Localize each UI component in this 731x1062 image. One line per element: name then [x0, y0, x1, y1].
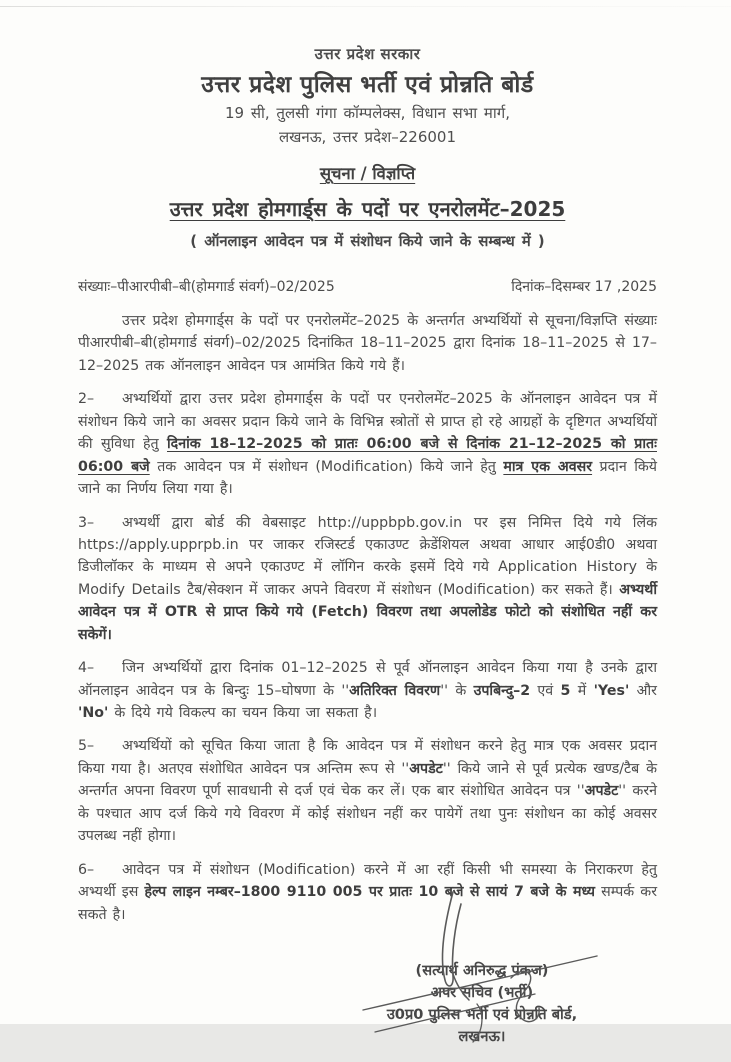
paragraph-text: '' किये जाने से पूर्व प्रत्येक खण्ड/टैब के अन्तर्गत अपना विवरण पूर्ण सावधानी से दर्ज एवं चेक कर लें। एक बार संशोधित आवेदन पत्र '' [78, 760, 657, 800]
paragraph-text: एवं [530, 682, 561, 699]
paragraph-text: उपबिन्दु–2 [473, 682, 531, 699]
signatory-designation: अपर सचिव (भर्ती) [430, 983, 534, 1001]
paragraph-text: और [629, 682, 657, 699]
notice-type-label: सूचना / विज्ञप्ति [319, 164, 416, 183]
paragraph-text: अभ्यर्थी द्वारा बोर्ड की वेबसाइट http://uppbpb.gov.in पर इस निमित्त दिये गये लिंक https://apply.upprpb.in पर जाकर रजिस्टर्ड एकाउण्ट क्रेडेंशियल अथवा आधार आई0डी0 अथवा डिजीलॉकर के माध्यम से अपने एकाउण्ट में लॉगिन करके इसमें दिये गये Application History के Modify Details टैब/सेक्शन में जाकर अपने विवरण में संशोधन (Modification) कर सकते हैं। [78, 514, 657, 598]
notice-body [78, 310, 657, 926]
notice-title-text: उत्तर प्रदेश होमगार्ड्स के पदों पर एनरोलमेंट–2025 [169, 197, 566, 221]
paragraph-text: तक आवेदन पत्र में संशोधन (Modification) किये जाने हेतु [149, 458, 504, 475]
paragraph-text: मात्र एक अवसर [503, 458, 593, 475]
paragraph-text: अभ्यर्थियों द्वारा उत्तर प्रदेश होमगार्ड्स के पदों पर एनरोलमेंट–2025 के ऑनलाइन आवेदन पत्र में संशोधन किये जाने का अवसर प्रदान किये जाने के विभिन्न स्त्रोतों से प्राप्त हो रहे आग्रहों के दृष्टिगत अभ्यर्थियों की सुविधा हेतु [78, 391, 657, 453]
paragraph-text: में [570, 682, 594, 699]
paragraph-text: दिनांक 18–12–2025 को प्रातः 06:00 बजे से दिनांक 21–12–2025 को प्रातः 06:00 बजे [78, 436, 657, 475]
paragraph-text: अपडेट [584, 783, 619, 800]
signatory-place: लखनऊ। [458, 1027, 506, 1045]
notice-title [78, 195, 657, 222]
notice-type-heading [78, 161, 657, 184]
paragraph-text: 'Yes' [593, 682, 630, 699]
letterhead [78, 44, 657, 147]
notice-paragraph [78, 657, 657, 724]
paragraph-text: अतिरिक्त विवरण [349, 682, 441, 699]
notice-paragraph [78, 859, 657, 926]
paragraph-text: आवेदन पत्र में संशोधन (Modification) करने में आ रहीं किसी भी समस्या के निराकरण हेतु अभ्यर्थी इस [78, 861, 657, 901]
government-name: उत्तर प्रदेश सरकार [314, 45, 421, 63]
paragraph-text: उत्तर प्रदेश होमगार्ड्स के पदों पर एनरोलमेंट–2025 के अन्तर्गत अभ्यर्थियों से सूचना/विज्ञप्ति संख्याः पीआरपीबी–बी(होमगार्ड संवर्ग)–02/2025 दिनांकित 18–11–2025 द्वारा दिनांक 18–11–2025 से 17–12–2025 तक ऑनलाइन आवेदन पत्र आमंत्रित किये गये हैं। [78, 313, 657, 374]
paragraph-text: अपडेट [409, 760, 443, 777]
paragraph-text: 5 [560, 682, 571, 699]
paragraph-text: अभ्यर्थी आवेदन पत्र में OTR से प्राप्त किये गये (Fetch) विवरण तथा अपलोडेड फोटो को संशोधित नहीं कर सकेगें। [78, 581, 657, 643]
paragraph-number: 3– [78, 514, 95, 531]
address-line-2: लखनऊ, उत्तर प्रदेश–226001 [278, 128, 457, 146]
paragraph-number: 5– [78, 738, 95, 755]
signatory-organization: उ0प्र0 पुलिस भर्ती एवं प्रोन्नति बोर्ड, [386, 1005, 578, 1023]
paragraph-text: अभ्यर्थियों को सूचित किया जाता है कि आवेदन पत्र में संशोधन करने हेतु मात्र एक अवसर प्रदान किया गया है। अतएव संशोधित आवेदन पत्र अन्तिम रूप से '' [78, 738, 657, 777]
notice-paragraph [78, 310, 657, 377]
paragraph-text: जिन अभ्यर्थियों द्वारा दिनांक 01–12–2025 से पूर्व ऑनलाइन आवेदन किया गया है उनके द्वारा ऑनलाइन आवेदन पत्र के बिन्दुः 15–घोषणा के '' [78, 660, 657, 699]
paragraph-number: 4– [78, 660, 95, 677]
notice-date: दिनांक–दिसम्बर 17 ,2025 [511, 279, 657, 295]
reference-number: संख्याः–पीआरपीबी–बी(होमगार्ड संवर्ग)–02/2025 [78, 279, 335, 295]
paragraph-number: 6– [78, 861, 95, 878]
paragraph-text: 'No' [78, 705, 109, 721]
signatory-name: (सत्यार्थ अनिरुद्ध पंकज) [415, 961, 549, 979]
paragraph-text: हेल्प लाइन नम्बर–1800 9110 005 पर प्रातः 10 बजे से सायं 7 बजे के मध्य [144, 884, 596, 901]
notice-paragraph [78, 512, 657, 647]
paragraph-text: '' के [440, 682, 474, 699]
board-name: उत्तर प्रदेश पुलिस भर्ती एवं प्रोन्नति बोर्ड [201, 72, 534, 98]
paragraph-text: सम्पर्क कर सकते है। [78, 884, 657, 923]
notice-paragraph [78, 735, 657, 847]
signature-block [317, 960, 647, 1048]
notice-paragraph [78, 388, 657, 500]
notice-subtitle: ( ऑनलाइन आवेदन पत्र में संशोधन किये जाने के सम्बन्ध में ) [190, 233, 545, 250]
scan-artifact-top [0, 6, 731, 7]
paragraph-text: '' करने के पश्चात आप दर्ज किये गये विवरण में कोई संशोधन नहीं कर पायेगें तथा पुनः संशोधन का कोई अवसर उपलब्ध नहीं होगा। [78, 783, 657, 845]
address-line-1: 19 सी, तुलसी गंगा कॉम्पलेक्स, विधान सभा मार्ग, [225, 104, 510, 122]
paragraph-number: 2– [78, 391, 95, 408]
paragraph-text: प्रदान किये जाने का निर्णय लिया गया है। [78, 458, 658, 498]
paragraph-text: के दिये गये विकल्प का चयन किया जा सकता है। [108, 705, 378, 721]
reference-row [78, 277, 657, 296]
